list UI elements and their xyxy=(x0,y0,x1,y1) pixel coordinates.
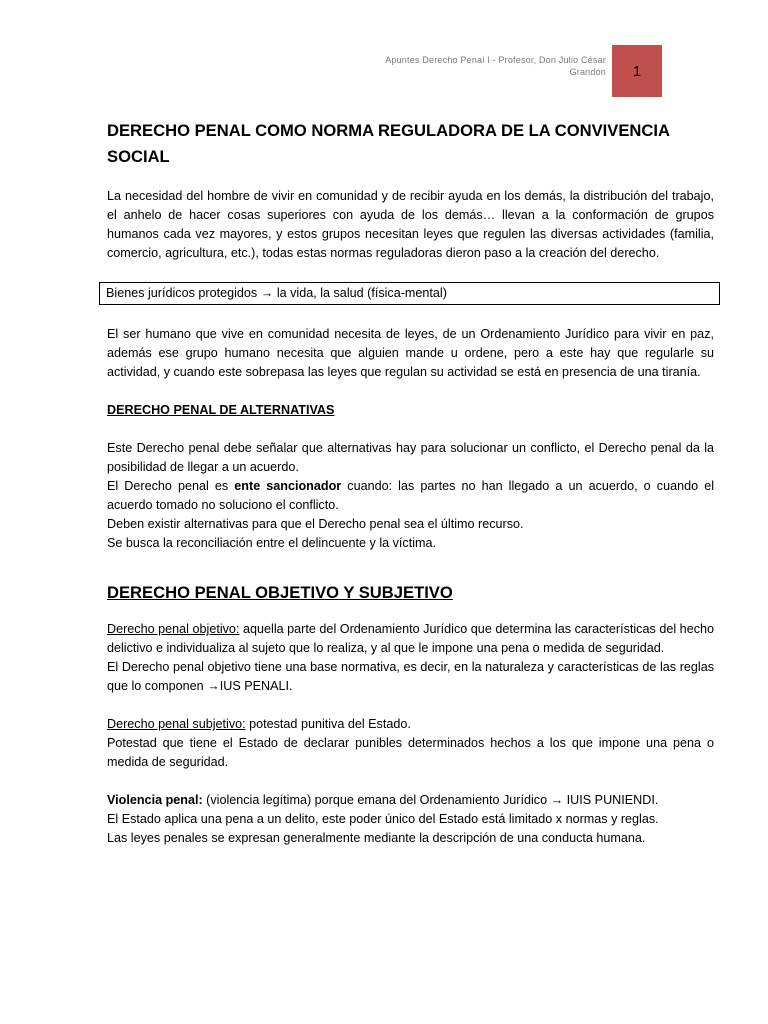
violencia-p1 xyxy=(107,791,714,810)
alternativas-p2-start: El Derecho penal es xyxy=(107,479,229,493)
section-alternativas-title: DERECHO PENAL DE ALTERNATIVAS xyxy=(107,403,335,417)
subjetivo-p1 xyxy=(107,715,714,734)
intro-paragraph: La necesidad del hombre de vivir en comunidad y de recibir ayuda en los demás, la distribución del trabajo, el anhelo de hacer cosas superiores con ayuda de los demás… llevan a la conformación de grupos humanos cada vez mayores, y estos grupos necesitan leyes que regulen las diversas actividades (familia, comercio, agricultura, etc.), todas estas normas reguladoras dieron paso a la creación del derecho. xyxy=(107,189,714,260)
objetivo-p1 xyxy=(107,620,714,658)
protected-goods-box xyxy=(99,282,720,305)
box-value: la vida, la salud (física-mental) xyxy=(276,286,447,300)
alternativas-p4: Se busca la reconciliación entre el delincuente y la víctima. xyxy=(107,536,437,550)
page-title: DERECHO PENAL COMO NORMA REGULADORA DE LA CONVIVENCIA SOCIAL xyxy=(107,121,670,166)
violencia-p3: Las leyes penales se expresan generalmente mediante la descripción de una conducta humana. xyxy=(107,831,646,845)
section-objetivo-title: DERECHO PENAL OBJETIVO Y SUBJETIVO xyxy=(107,583,453,602)
paragraph-2: El ser humano que vive en comunidad necesita de leyes, de un Ordenamiento Jurídico para vivir en paz, además ese grupo humano necesita que alguien mande u ordene, pero a este hay que regularle su actividad, y cuando este sobrepasa las leyes que regulan su actividad se está en presencia de una tiranía. xyxy=(107,327,714,379)
objetivo-p2-text: El Derecho penal objetivo tiene una base normativa, es decir, en la naturaleza y características de las reglas que lo componen xyxy=(107,660,714,693)
page-number: 1 xyxy=(632,62,642,80)
alternativas-p1: Este Derecho penal debe señalar que alternativas hay para solucionar un conflicto, el Derecho penal da la posibilidad de llegar a un acuerdo. xyxy=(107,441,714,474)
alternativas-p2-bold: ente sancionador xyxy=(234,479,342,493)
arrow-icon: → xyxy=(207,679,220,693)
subjetivo-text: potestad punitiva del Estado. xyxy=(249,717,411,731)
header-line-2: Grandón xyxy=(569,67,606,77)
objetivo-p2 xyxy=(107,658,714,696)
box-label: Bienes jurídicos protegidos xyxy=(106,286,258,300)
alternativas-p3: Deben existir alternativas para que el Derecho penal sea el último recurso. xyxy=(107,517,524,531)
alternativas-p2-end: cuando: las partes no han llegado a un acuerdo, o cuando el acuerdo tomado no soluciono el conflicto. xyxy=(107,479,714,512)
page-number-box xyxy=(612,45,662,97)
objetivo-text: aquella parte del Ordenamiento Jurídico que determina las características del hecho delictivo e individualiza al sujeto que lo realiza, y al que le impone una pena o medida de seguridad. xyxy=(107,622,714,655)
objetivo-label: Derecho penal objetivo: xyxy=(107,622,240,636)
alternativas-p2 xyxy=(107,477,714,515)
violencia-text: (violencia legítima) porque emana del Ordenamiento Jurídico xyxy=(206,793,548,807)
arrow-icon: → xyxy=(550,793,564,807)
violencia-label: Violencia penal: xyxy=(107,793,203,807)
header-line-1: Apuntes Derecho Penal I - Profesor, Don Julio César xyxy=(385,55,606,65)
subjetivo-label: Derecho penal subjetivo: xyxy=(107,717,246,731)
subjetivo-p2: Potestad que tiene el Estado de declarar punibles determinados hechos a los que impone una pena o medida de seguridad. xyxy=(107,736,714,769)
violencia-end: IUIS PUNIENDI. xyxy=(566,793,659,807)
running-header xyxy=(346,54,606,78)
arrow-icon: → xyxy=(260,286,274,300)
document-body xyxy=(107,118,714,848)
objetivo-p2-end: IUS PENALI. xyxy=(219,679,293,693)
violencia-p2: El Estado aplica una pena a un delito, este poder único del Estado está limitado x normas y reglas. xyxy=(107,812,659,826)
